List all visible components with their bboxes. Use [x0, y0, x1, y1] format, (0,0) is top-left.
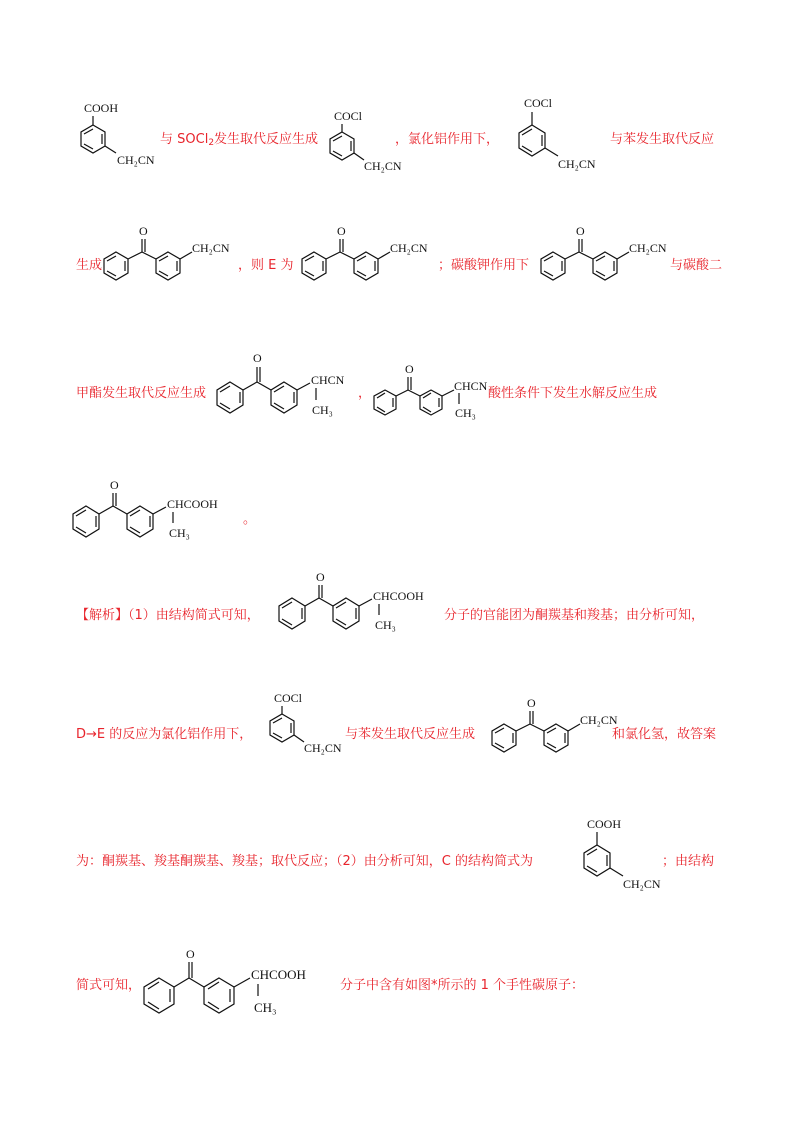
ch2cn-label: CH₂CN [390, 241, 428, 255]
oxygen-label: O [527, 696, 536, 710]
ch2cn-label: CH₂CN [192, 241, 230, 255]
structure-cyanomethylbenzoic-acid [62, 98, 162, 178]
oxygen-label: O [253, 351, 262, 365]
ch3-label: CH₃ [254, 1000, 277, 1015]
chcn-label: CHCN [454, 379, 488, 393]
structure-benzophenone-ch2cn [100, 222, 250, 282]
text-l4a: 。 [243, 512, 257, 527]
text-l8a: 简式可知， [76, 978, 142, 993]
text-l1c: ，氯化铝作用下， [395, 132, 500, 147]
cooh-label: COOH [84, 101, 119, 115]
ch2cn-label: CH₂CN [623, 877, 661, 891]
text-l5a: 【解析】（1）由结构简式可知， [76, 608, 260, 623]
text-l2c: ；碳酸钾作用下 [438, 258, 530, 273]
cooh-label: COOH [587, 817, 622, 831]
ch2cn-label: CH₂CN [117, 153, 155, 167]
chcooh-label: CHCOOH [167, 497, 218, 511]
text-l8b: 分子中含有如图*所示的 1 个手性碳原子： [340, 978, 585, 993]
ch2cn-label: CH₂CN [364, 159, 402, 173]
structure-ketoprofen [68, 476, 243, 542]
text-l3a: 甲酯发生取代反应生成 [76, 386, 207, 401]
text-l1d: 与苯发生取代反应 [610, 132, 715, 147]
oxygen-label: O [139, 224, 148, 238]
text-l3b: ， [358, 386, 372, 401]
cocl-label: COCl [524, 96, 553, 110]
oxygen-label: O [316, 570, 325, 584]
oxygen-label: O [576, 224, 585, 238]
structure-benzophenone-chcn-ch3 [212, 348, 372, 420]
ch3-label: CH₃ [169, 526, 190, 540]
text-l6a: D→E 的反应为氯化铝作用下， [76, 727, 253, 742]
oxygen-label: O [337, 224, 346, 238]
structure-ketoprofen [274, 568, 449, 634]
oxygen-label: O [405, 362, 414, 376]
text-l2d: 与碳酸二 [670, 258, 723, 273]
ch2cn-label: CH₂CN [629, 241, 667, 255]
text-l6b: 与苯发生取代反应生成 [345, 727, 476, 742]
structure-benzophenone-ch2cn [537, 222, 687, 282]
text-l5b: 分子的官能团为酮羰基和羧基；由分析可知， [444, 608, 705, 623]
chcn-label: CHCN [311, 373, 345, 387]
text-l1a: 与 SOCl$_2$发生取代反应生成 [160, 132, 319, 148]
text-l3c: 酸性条件下发生水解反应生成 [488, 386, 658, 401]
ch3-label: CH₃ [375, 618, 396, 632]
text-l2b: ，则 E 为 [238, 258, 294, 273]
ch2cn-label: CH₂CN [580, 713, 618, 727]
text-l6c: 和氯化氢，故答案 [612, 727, 717, 742]
ch3-label: CH₃ [312, 403, 333, 417]
chcooh-label: CHCOOH [373, 589, 424, 603]
structure-benzophenone-ch2cn [488, 694, 638, 754]
ch2cn-label: CH₂CN [558, 157, 596, 171]
text-l7b: ；由结构 [662, 854, 715, 869]
oxygen-label: O [110, 478, 119, 492]
cocl-label: COCl [274, 691, 303, 705]
text-l7a: 为：酮羰基、羧基酮羰基、羧基；取代反应；（2）由分析可知，C 的结构简式为 [76, 854, 533, 869]
oxygen-label: O [186, 947, 195, 961]
structure-ketoprofen [138, 944, 338, 1019]
structure-benzophenone-ch2cn [298, 222, 448, 282]
ch2cn-label: CH₂CN [304, 741, 342, 755]
text-l2a: 生成 [76, 258, 103, 273]
cocl-label: COCl [334, 109, 363, 123]
ch3-label: CH₃ [455, 406, 476, 420]
chcooh-label: CHCOOH [251, 967, 306, 982]
structure-cyanomethylbenzoyl-chloride [500, 92, 620, 182]
structure-cyanomethylbenzoyl-chloride [258, 690, 358, 765]
